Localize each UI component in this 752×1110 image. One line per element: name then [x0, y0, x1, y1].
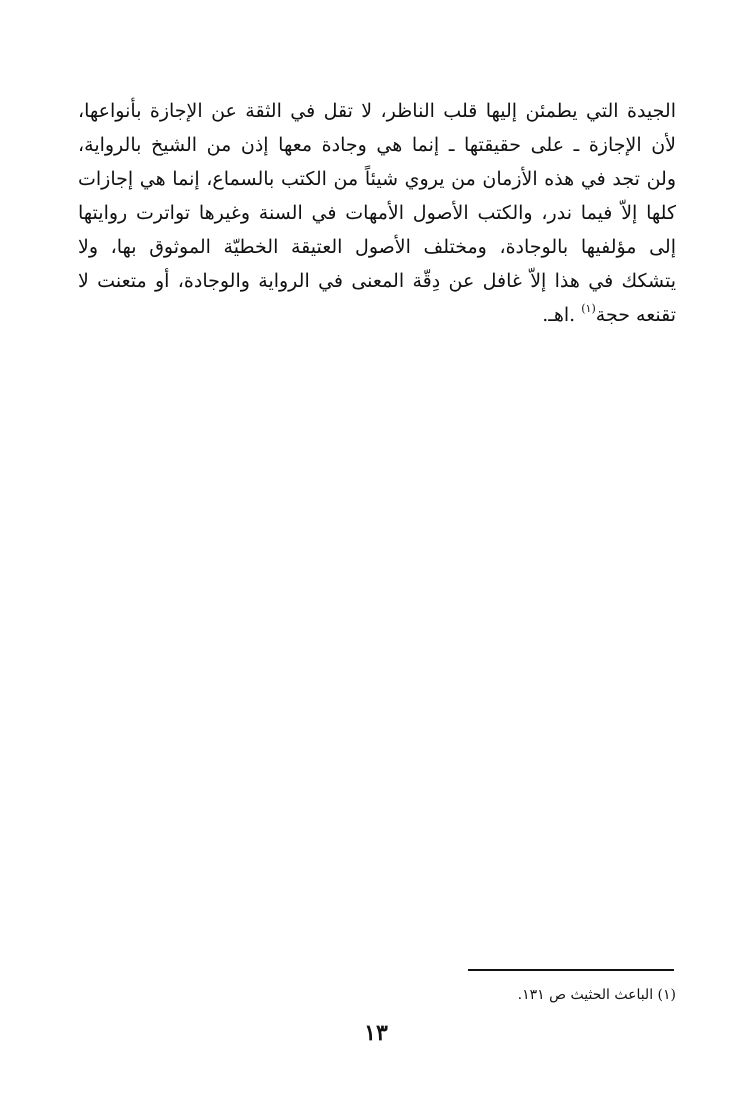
text-line-2: لأن الإجازة ـ على حقيقتها ـ إنما هي وجادة معها إذن من الشيخ بالرواية، — [78, 134, 676, 156]
footnote-reference: (١) — [581, 302, 596, 315]
footnote: (١) الباعث الحثيث ص ١٣١. — [517, 987, 676, 1003]
page-number: ١٣ — [364, 1020, 388, 1046]
text-line-3: ولن تجد في هذه الأزمان من يروي شيئاً من الكتب بالسماع، إنما هي إجازات — [78, 168, 676, 190]
text-line-7-words: تقنعه حجة — [595, 304, 676, 326]
text-line-5: إلى مؤلفيها بالوجادة، ومختلف الأصول العتيقة الخطيّة الموثوق بها، ولا — [78, 236, 676, 258]
main-paragraph — [78, 94, 676, 332]
text-line-6: يتشكك في هذا إلاّ غافل عن دِقّة المعنى في الرواية والوجادة، أو متعنت لا — [78, 270, 676, 292]
text-line-7 — [78, 298, 676, 332]
footnote-separator — [468, 969, 674, 971]
text-line-4: كلها إلاّ فيما ندر، والكتب الأصول الأمهات في السنة وغيرها تواترت روايتها — [78, 202, 676, 224]
text-ending: .اهـ. — [542, 304, 582, 326]
text-line-1: الجيدة التي يطمئن إليها قلب الناظر، لا تقل في الثقة عن الإجازة بأنواعها، — [78, 100, 676, 122]
